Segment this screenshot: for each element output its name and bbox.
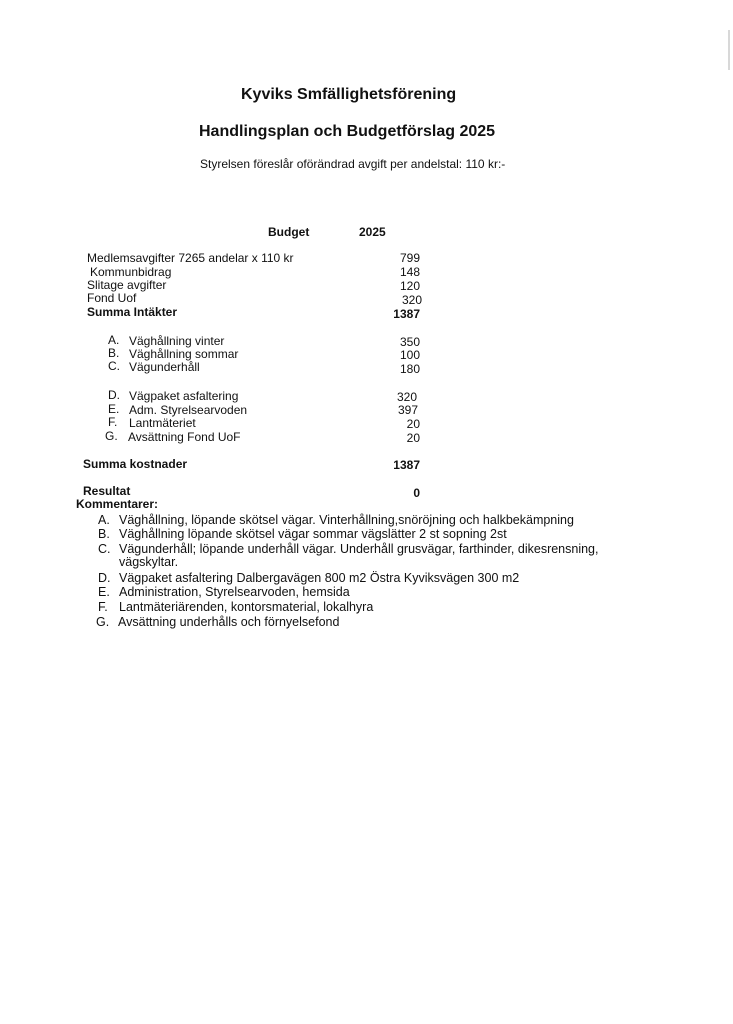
cost-value: 100 (399, 348, 420, 362)
income-row-value: 120 (399, 279, 420, 293)
budget-column-label: Budget (268, 225, 310, 239)
comments-heading: Kommentarer: (76, 497, 159, 511)
cost-label: Vägpaket asfaltering (129, 389, 239, 403)
fee-note: Styrelsen föreslår oförändrad avgift per andelstal: 110 kr:- (200, 157, 506, 171)
result-value: 0 (413, 486, 420, 500)
income-row-label: Medlemsavgifter 7265 andelar x 110 kr (87, 251, 294, 265)
income-total-value: 1387 (393, 307, 420, 321)
costs-total-value: 1387 (393, 458, 420, 472)
income-row-label: Kommunbidrag (90, 265, 172, 279)
income-row-value: 148 (399, 265, 420, 279)
cost-value: 180 (399, 362, 420, 376)
comment-text: Vägpaket asfaltering Dalbergavägen 800 m2 Östra Kyviksvägen 300 m2 (119, 571, 520, 585)
cost-label: Väghållning vinter (129, 334, 225, 348)
comment-letter: A. (98, 513, 110, 527)
cost-value: 320 (396, 390, 417, 404)
cost-label: Vägunderhåll (129, 360, 200, 374)
cost-value: 20 (406, 417, 420, 431)
cost-letter: E. (108, 402, 120, 416)
cost-label: Lantmäteriet (129, 416, 196, 430)
comment-text: Lantmäteriärenden, kontorsmaterial, lokalhyra (119, 600, 374, 614)
comment-letter: C. (98, 542, 111, 556)
comment-letter: F. (98, 600, 108, 614)
cost-value: 397 (397, 403, 418, 417)
cost-value: 350 (399, 335, 420, 349)
comment-text: Vägunderhåll; löpande underhåll vägar. Underhåll grusvägar, farthinder, dikesrensning, (119, 542, 599, 556)
comment-text-continued: vägskyltar. (119, 555, 179, 569)
year-column-label: 2025 (359, 225, 386, 239)
comment-text: Väghållning, löpande skötsel vägar. Vinterhållning,snöröjning och halkbekämpning (119, 513, 574, 527)
income-row-label: Fond Uof (87, 291, 137, 305)
cost-letter: G. (105, 429, 118, 443)
comment-text: Väghållning löpande skötsel vägar sommar vägslätter 2 st sopning 2st (119, 527, 507, 541)
document-title: Handlingsplan och Budgetförslag 2025 (199, 123, 496, 140)
comment-letter: B. (98, 527, 110, 541)
cost-label: Väghållning sommar (129, 347, 239, 361)
cost-letter: B. (108, 346, 120, 360)
cost-label: Avsättning Fond UoF (128, 430, 241, 444)
comment-letter: G. (96, 615, 110, 629)
cost-label: Adm. Styrelsearvoden (129, 403, 248, 417)
cost-letter: F. (108, 415, 118, 429)
result-label: Resultat (83, 484, 131, 498)
comment-text: Administration, Styrelsearvoden, hemsida (119, 585, 350, 599)
org-title: Kyviks Smfällighetsförening (241, 86, 457, 103)
income-row-label: Slitage avgifter (87, 278, 167, 292)
costs-total-label: Summa kostnader (83, 457, 188, 471)
income-total-label: Summa Intäkter (87, 305, 178, 319)
comment-letter: D. (98, 571, 111, 585)
comment-text: Avsättning underhålls och förnyelsefond (118, 615, 340, 629)
cost-letter: C. (108, 359, 120, 373)
cost-value: 20 (406, 431, 420, 445)
comment-letter: E. (98, 585, 110, 599)
income-row-value: 799 (399, 251, 420, 265)
cost-letter: D. (108, 388, 120, 402)
income-row-value: 320 (401, 293, 422, 307)
scan-edge-mark (728, 30, 730, 70)
cost-letter: A. (108, 333, 120, 347)
